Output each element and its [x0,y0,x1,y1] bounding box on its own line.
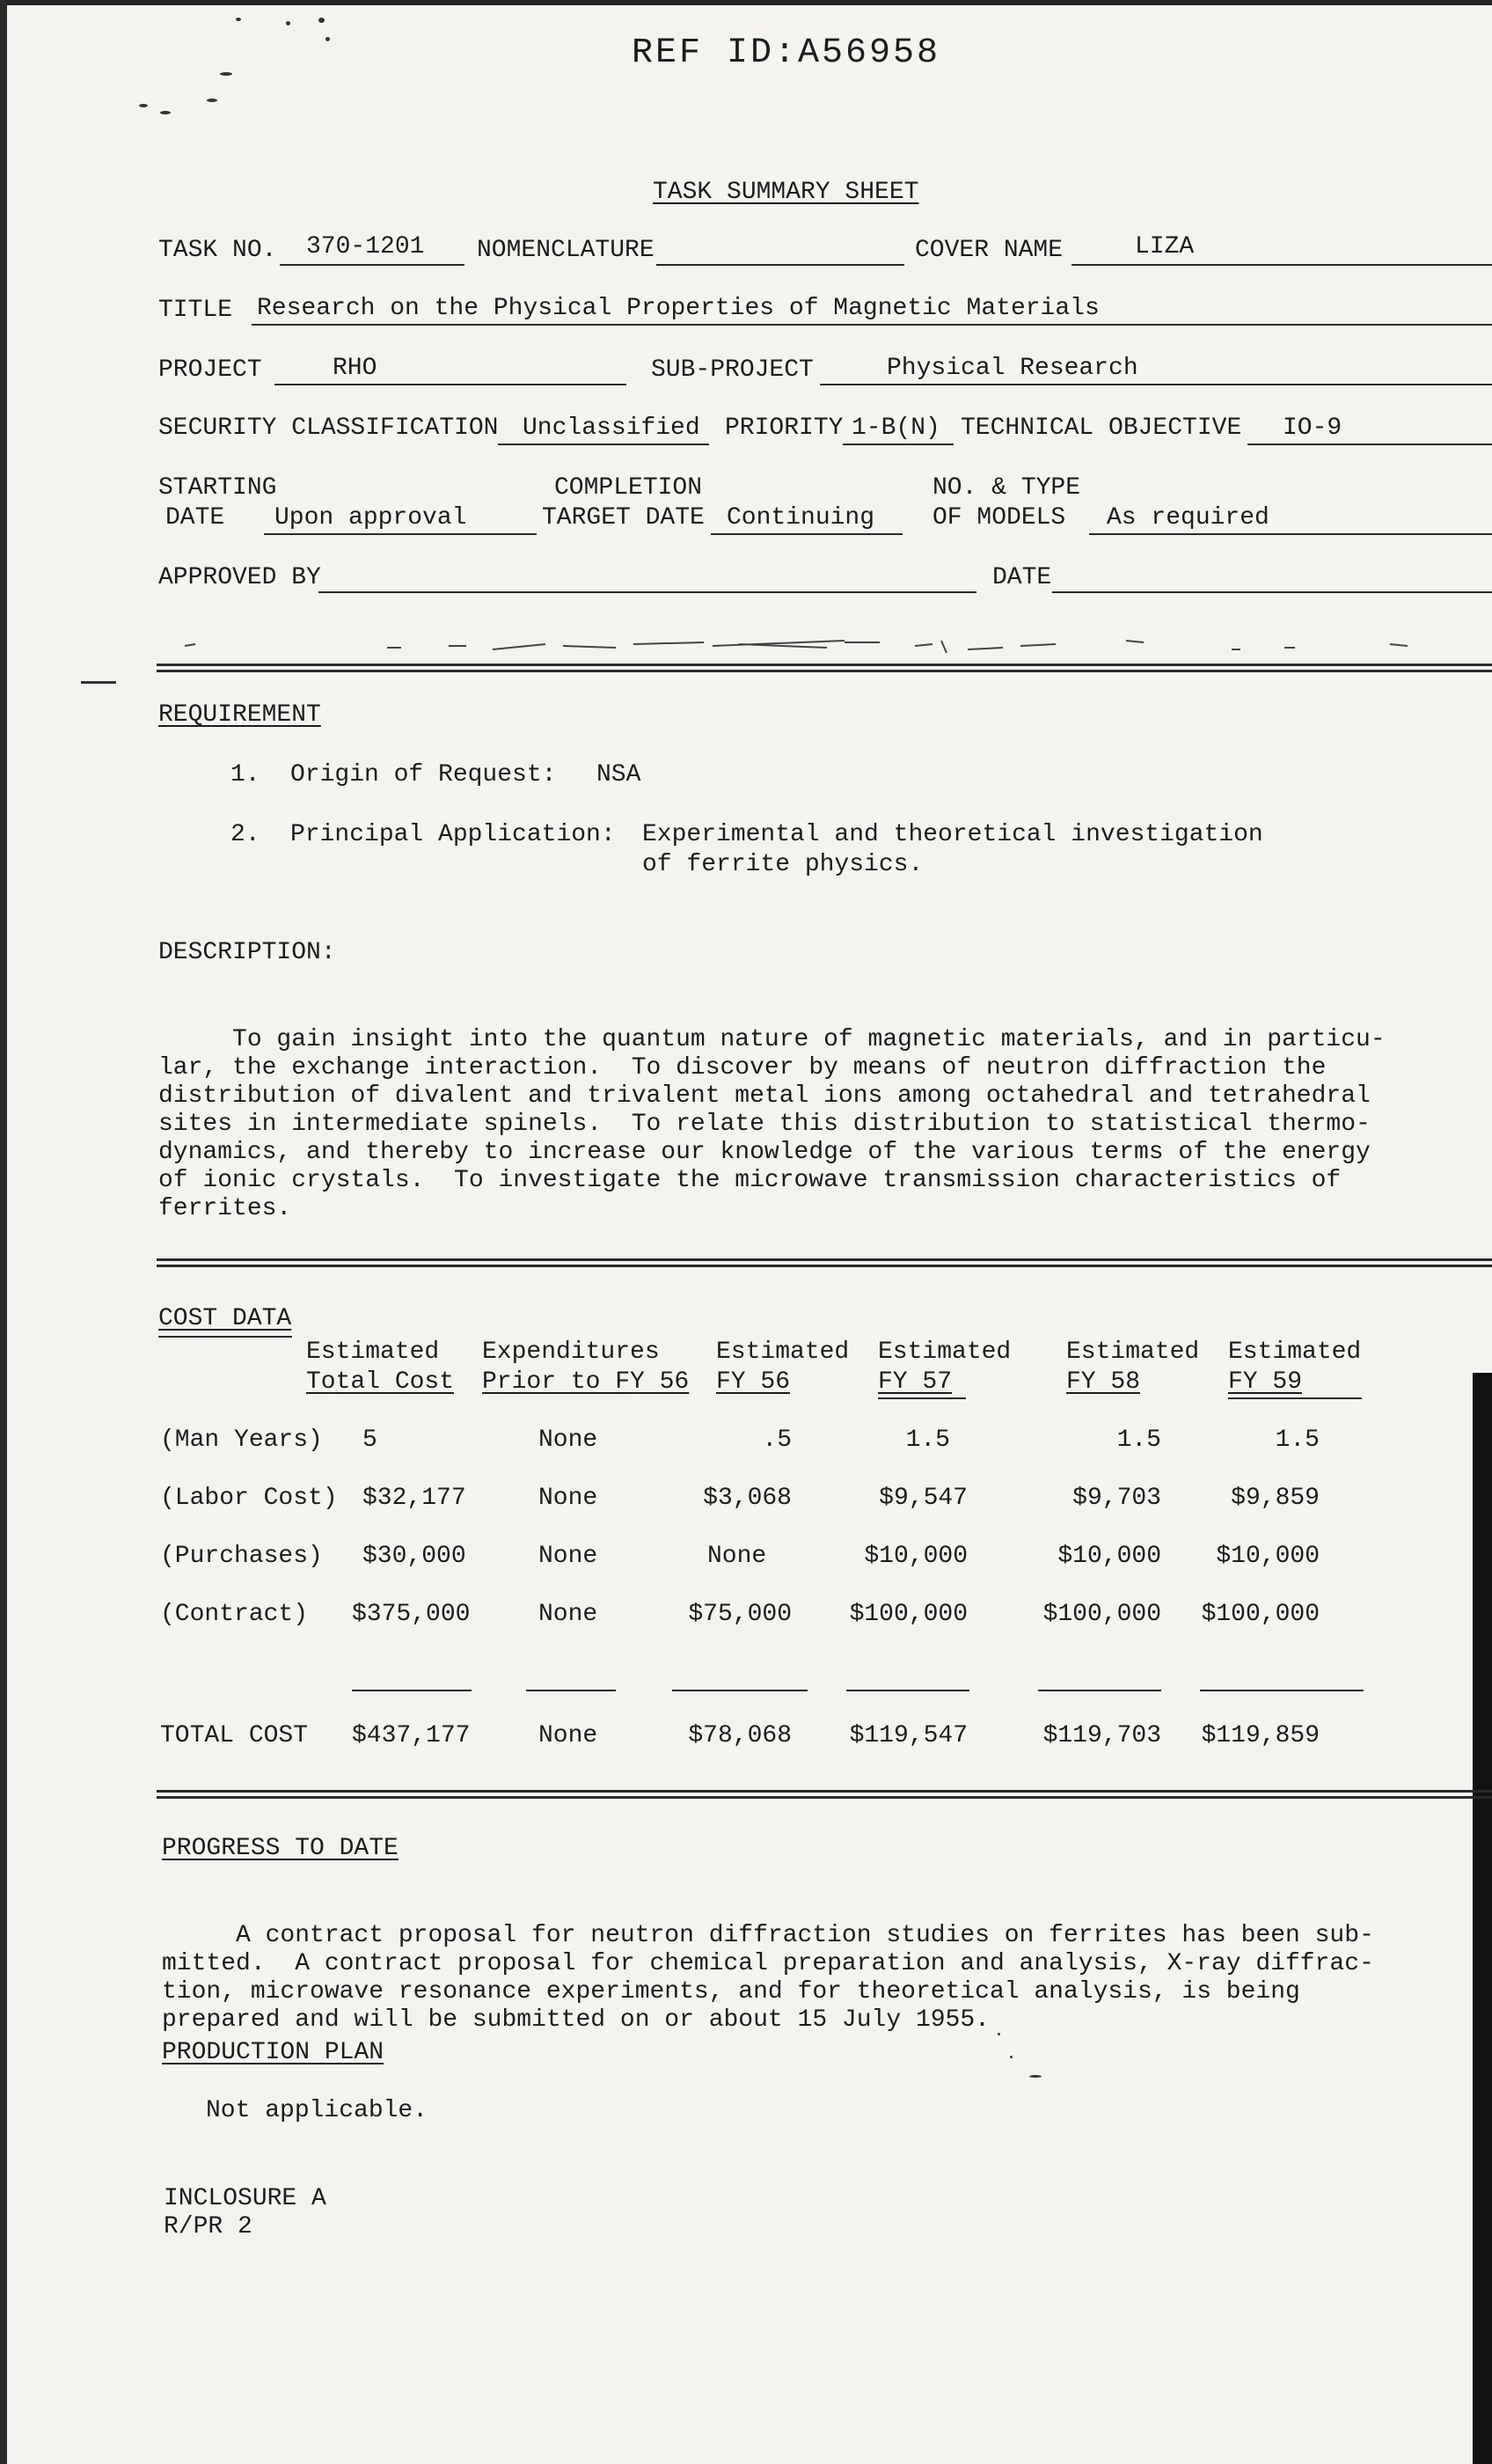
task-no-value: 370-1201 [306,233,425,260]
row-label: (Man Years) [160,1426,323,1454]
column-header-fy57-line-2: FY 57 [878,1368,953,1396]
requirement-item-2-value-line-1: Experimental and theoretical investigation [642,821,1263,848]
cell: .5 [762,1426,792,1454]
cell: 1.5 [905,1426,950,1454]
technical-objective-underline [1247,444,1492,445]
column-header-fy59-line-1: Estimated [1228,1338,1362,1366]
description-line: sites in intermediate spinels. To relate this distribution to statistical thermo- [158,1111,1371,1138]
scan-speck [207,99,217,102]
cell: $375,000 [352,1601,471,1628]
title-underline [252,324,1492,326]
section-divider [157,1790,1492,1799]
title-value: Research on the Physical Properties of Magnetic Materials [257,295,1100,322]
completion-label-2: TARGET DATE [542,504,705,532]
column-header-total-line-1: Estimated [306,1338,440,1366]
cell: $100,000 [849,1601,968,1628]
cover-name-label: COVER NAME [915,237,1064,264]
task-no-underline [280,264,464,266]
models-label-1: NO. & TYPE [933,474,1081,502]
cell: $100,000 [1042,1601,1161,1628]
cost-data-heading: COST DATA [158,1305,292,1332]
cell: 1.5 [1275,1426,1320,1454]
task-no-label: TASK NO. [158,237,277,264]
cell: $10,000 [1057,1543,1161,1570]
technical-objective-value: IO-9 [1283,414,1342,442]
cell: $10,000 [864,1543,968,1570]
column-header-fy58-line-1: Estimated [1066,1338,1200,1366]
cell: $75,000 [688,1601,792,1628]
sum-line [1038,1690,1161,1691]
column-header-fy56-line-2: FY 56 [716,1368,791,1396]
column-header-fy56-line-1: Estimated [716,1338,850,1366]
scan-speck [160,111,171,114]
requirement-item-1-value: NSA [596,761,641,788]
cost-data-double-underline [158,1336,292,1338]
sum-line [846,1690,969,1691]
cover-name-value: LIZA [1135,233,1195,260]
scan-edge-left [0,0,7,2464]
scan-speck [236,18,241,21]
requirement-item-2-value-line-2: of ferrite physics. [642,851,924,878]
cell: 1.5 [1116,1426,1161,1454]
models-label-2: OF MODELS [933,504,1066,532]
cell: $119,859 [1201,1722,1320,1749]
scan-speck [139,104,148,107]
column-header-total-line-2: Total Cost [306,1368,455,1396]
models-value: As required [1107,504,1269,532]
sum-line [526,1690,616,1691]
requirement-heading: REQUIREMENT [158,701,321,729]
starting-label-1: STARTING [158,474,277,502]
row-label: (Labor Cost) [160,1485,338,1512]
column-header-prior-line-1: Expenditures [482,1338,660,1366]
progress-line: prepared and will be submitted on or about 15 July 1955. [162,2006,990,2034]
cell: $100,000 [1201,1601,1320,1628]
description-line: distribution of divalent and trivalent metal ions among octahedral and tetrahedral [158,1082,1371,1110]
cell: $9,859 [1231,1485,1320,1512]
cell: None [538,1722,598,1749]
requirement-item-1-number: 1. [230,761,260,788]
approved-by-label: APPROVED BY [158,564,321,591]
sum-line [672,1690,808,1691]
cell: None [538,1426,598,1454]
cell: $78,068 [688,1722,792,1749]
description-line: ferrites. [158,1195,292,1222]
scan-noise-band [176,634,1443,660]
routing-code: R/PR 2 [164,2213,252,2240]
completion-date-underline [711,533,903,535]
progress-line: mitted. A contract proposal for chemical preparation and analysis, X-ray diffrac- [162,1950,1374,1977]
production-plan-text: Not applicable. [206,2097,428,2124]
description-line: To gain insight into the quantum nature of magnetic materials, and in particu- [158,1026,1386,1053]
project-label: PROJECT [158,356,262,384]
completion-label-1: COMPLETION [554,474,703,502]
sum-line [1200,1690,1364,1691]
scan-speck [325,37,330,41]
cell: 5 [362,1426,377,1454]
cell: None [538,1485,598,1512]
nomenclature-label: NOMENCLATURE [477,237,655,264]
cell: $10,000 [1216,1543,1320,1570]
scan-speck [220,72,232,76]
starting-label-2: DATE [165,504,225,532]
models-underline [1089,533,1492,535]
ref-id: REF ID:A56958 [632,33,941,73]
scan-edge-top [0,0,1492,5]
cell: $32,177 [362,1485,466,1512]
scan-speck [81,681,116,684]
project-underline [274,384,626,385]
sum-line [352,1690,472,1691]
cell: $9,547 [879,1485,968,1512]
progress-line: A contract proposal for neutron diffraction studies on ferrites has been sub- [162,1922,1374,1949]
priority-label: PRIORITY [725,414,844,442]
security-label: SECURITY CLASSIFICATION [158,414,499,442]
security-underline [498,444,709,445]
description-line: dynamics, and thereby to increase our knowledge of the various terms of the energy [158,1139,1371,1166]
column-header-fy58-line-2: FY 58 [1066,1368,1141,1396]
requirement-item-2-label: Principal Application: [290,821,616,848]
date-underline [1052,591,1492,593]
column-header-prior-line-2: Prior to FY 56 [482,1368,690,1396]
progress-heading: PROGRESS TO DATE [162,1835,399,1862]
column-header-fy57-line-1: Estimated [878,1338,1012,1366]
scan-speck [286,21,290,26]
cell: $9,703 [1072,1485,1161,1512]
section-divider [157,664,1492,672]
priority-underline [843,444,954,445]
approved-by-underline [318,591,976,593]
priority-value: 1-B(N) [852,414,940,442]
row-label: (Contract) [160,1601,309,1628]
production-plan-heading: PRODUCTION PLAN [162,2039,384,2066]
cell: None [707,1543,767,1570]
requirement-item-2-number: 2. [230,821,260,848]
total-label: TOTAL COST [160,1722,309,1749]
sub-project-underline [820,384,1492,385]
completion-date-value: Continuing [727,504,875,532]
cell: $3,068 [703,1485,792,1512]
nomenclature-underline [656,264,904,266]
cell: $119,547 [849,1722,968,1749]
description-body [158,998,1386,1223]
fy59-header-underline [1228,1397,1362,1399]
sub-project-value: Physical Research [887,355,1138,382]
section-divider [157,1258,1492,1267]
scan-edge-right [1473,1373,1492,2464]
description-line: lar, the exchange interaction. To discover by means of neutron diffraction the [158,1054,1327,1082]
inclosure-label: INCLOSURE A [164,2185,326,2212]
progress-body [162,1894,1374,2035]
fy57-header-underline [878,1397,966,1399]
security-value: Unclassified [523,414,700,442]
description-line: of ionic crystals. To investigate the microwave transmission characteristics of [158,1167,1342,1194]
requirement-item-1-label: Origin of Request: [290,761,557,788]
row-label: (Purchases) [160,1543,323,1570]
column-header-fy59-line-2: FY 59 [1228,1368,1303,1396]
cell: None [538,1543,598,1570]
description-heading: DESCRIPTION: [158,939,336,966]
cell: $30,000 [362,1543,466,1570]
starting-date-underline [264,533,537,535]
progress-line: tion, microwave resonance experiments, and for theoretical analysis, is being [162,1978,1300,2006]
cell: $119,703 [1042,1722,1161,1749]
cover-name-underline [1071,264,1492,266]
scan-speck [318,18,325,23]
starting-date-value: Upon approval [274,504,467,532]
scan-speck [1010,2056,1013,2058]
date-label: DATE [992,564,1052,591]
cell: $437,177 [352,1722,471,1749]
sub-project-label: SUB-PROJECT [651,356,814,384]
sheet-title: TASK SUMMARY SHEET [653,179,919,206]
project-value: RHO [333,355,377,382]
cell: None [538,1601,598,1628]
technical-objective-label: TECHNICAL OBJECTIVE [961,414,1242,442]
scan-speck [1029,2075,1042,2078]
title-label: TITLE [158,297,233,324]
